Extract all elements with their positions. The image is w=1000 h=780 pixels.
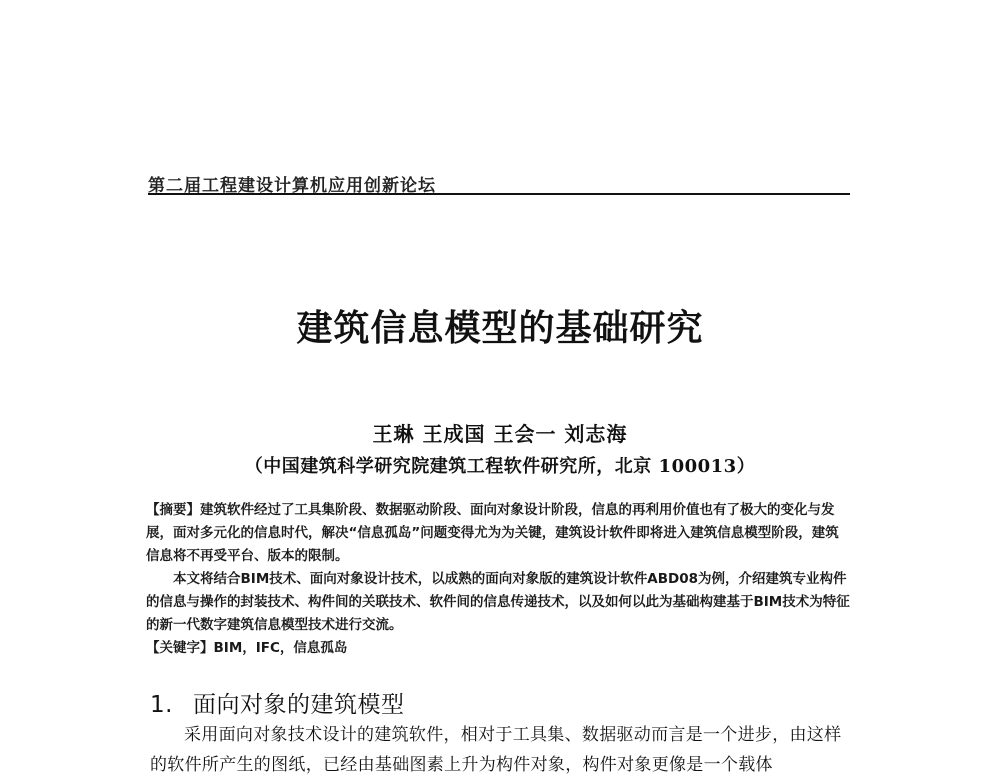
section-number: 1. — [150, 692, 173, 718]
section-heading — [150, 686, 404, 719]
keywords-text: BIM，IFC，信息孤岛 — [213, 640, 348, 656]
section-body — [150, 720, 850, 780]
keywords-line — [146, 637, 852, 660]
abstract-paragraph-2: 本文将结合BIM技术、面向对象设计技术，以成熟的面向对象版的建筑设计软件ABD08为例，介绍建筑专业构件的信息与操作的封装技术、构件间的关联技术、软件间的信息传递技术，以及如何以此为基础构建基于BIM技术为特征的新一代数字建筑信息模型技术进行交流。 — [146, 571, 850, 633]
running-header: 第二届工程建设计算机应用创新论坛 — [148, 176, 436, 196]
body-paragraph: 采用面向对象技术设计的建筑软件，相对于工具集、数据驱动而言是一个进步，由这样的软件所产生的图纸，已经由基础图素上升为构件对象，构件对象更像是一个载体 — [150, 725, 842, 775]
abstract-label: 【摘要】 — [146, 502, 200, 518]
keywords-label: 【关键字】 — [146, 640, 214, 656]
abstract-paragraph-1 — [146, 499, 852, 568]
abstract-block — [146, 499, 852, 660]
affiliation: （中国建筑科学研究院建筑工程软件研究所，北京 100013） — [244, 456, 756, 477]
header-rule — [148, 193, 850, 195]
paper-title: 建筑信息模型的基础研究 — [296, 308, 704, 349]
section-title: 面向对象的建筑模型 — [192, 692, 405, 718]
abstract-text-1: 建筑软件经过了工具集阶段、数据驱动阶段、面向对象设计阶段，信息的再利用价值也有了极大的变化与发展，面对多元化的信息时代，解决“信息孤岛”问题变得尤为为关键，建筑设计软件即将进入建筑信息模型阶段，建筑信息将不再受平台、版本的限制。 — [146, 502, 839, 564]
author-list: 王琳 王成国 王会一 刘志海 — [372, 422, 628, 446]
